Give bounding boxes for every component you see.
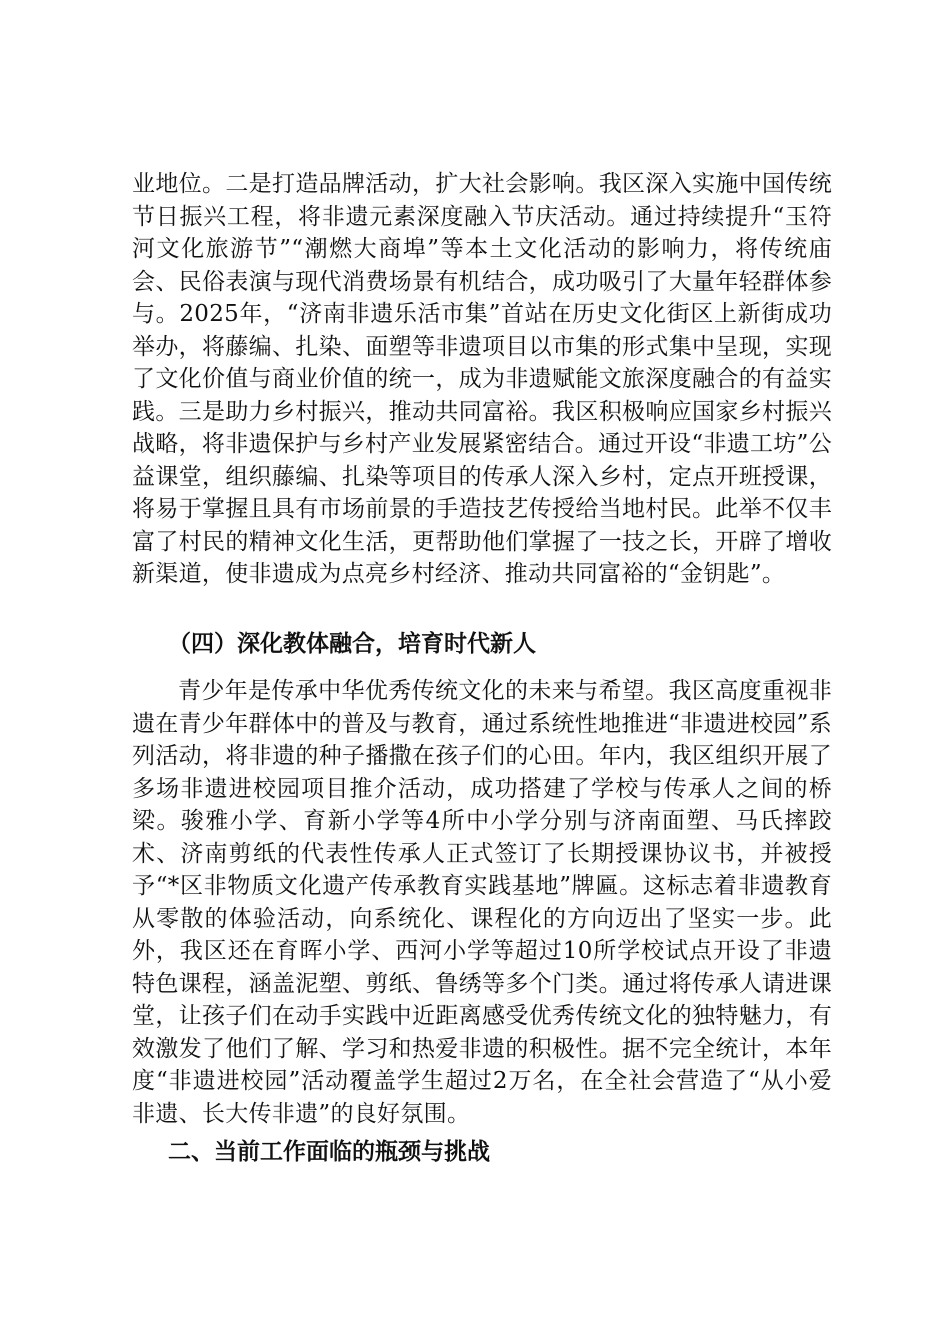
section-heading-deepen-education: （四）深化教体融合，培育时代新人 <box>168 631 536 657</box>
body-paragraph-continued: 业地位。二是打造品牌活动，扩大社会影响。我区深入实施中国传统节日振兴工程，将非遗元素深度融入节庆活动。通过持续提升“玉符河文化旅游节”“潮燃大商埠”等本土文化活动的影响力，将传统庙会、民俗表演与现代消费场景有机结合，成功吸引了大量年轻群体参与。2025年，“济南非遗乐活市集”首站在历史文化街区上新街成功举办，将藤编、扎染、面塑等非遗项目以市集的形式集中呈现，实现了文化价值与商业价值的统一，成为非遗赋能文旅深度融合的有益实践。三是助力乡村振兴，推动共同富裕。我区积极响应国家乡村振兴战略，将非遗保护与乡村产业发展紧密结合。通过开设“非遗工坊”公益课堂，组织藤编、扎染等项目的传承人深入乡村，定点开班授课，将易于掌握且具有市场前景的手造技艺传授给当地村民。此举不仅丰富了村民的精神文化生活，更帮助他们掌握了一技之长，开辟了增收新渠道，使非遗成为点亮乡村经济、推动共同富裕的“金钥匙”。 <box>132 171 832 587</box>
body-paragraph-education: 青少年是传承中华优秀传统文化的未来与希望。我区高度重视非遗在青少年群体中的普及与教育，通过系统性地推进“非遗进校园”系列活动，将非遗的种子播撒在孩子们的心田。年内，我区组织开展了多场非遗进校园项目推介活动，成功搭建了学校与传承人之间的桥梁。骏雅小学、育新小学等4所中小学分别与济南面塑、马氏摔跤术、济南剪纸的代表性传承人正式签订了长期授课协议书，并被授予“*区非物质文化遗产传承教育实践基地”牌匾。这标志着非遗教育从零散的体验活动，向系统化、课程化的方向迈出了坚实一步。此外，我区还在育晖小学、西河小学等超过10所学校试点开设了非遗特色课程，涵盖泥塑、剪纸、鲁绣等多个门类。通过将传承人请进课堂，让孩子们在动手实践中近距离感受优秀传统文化的独特魅力，有效激发了他们了解、学习和热爱非遗的积极性。据不完全统计，本年度“非遗进校园”活动覆盖学生超过2万名，在全社会营造了“从小爱非遗、长大传非遗”的良好氛围。 <box>132 678 832 1127</box>
chapter-heading-challenges: 二、当前工作面临的瓶颈与挑战 <box>168 1139 490 1165</box>
